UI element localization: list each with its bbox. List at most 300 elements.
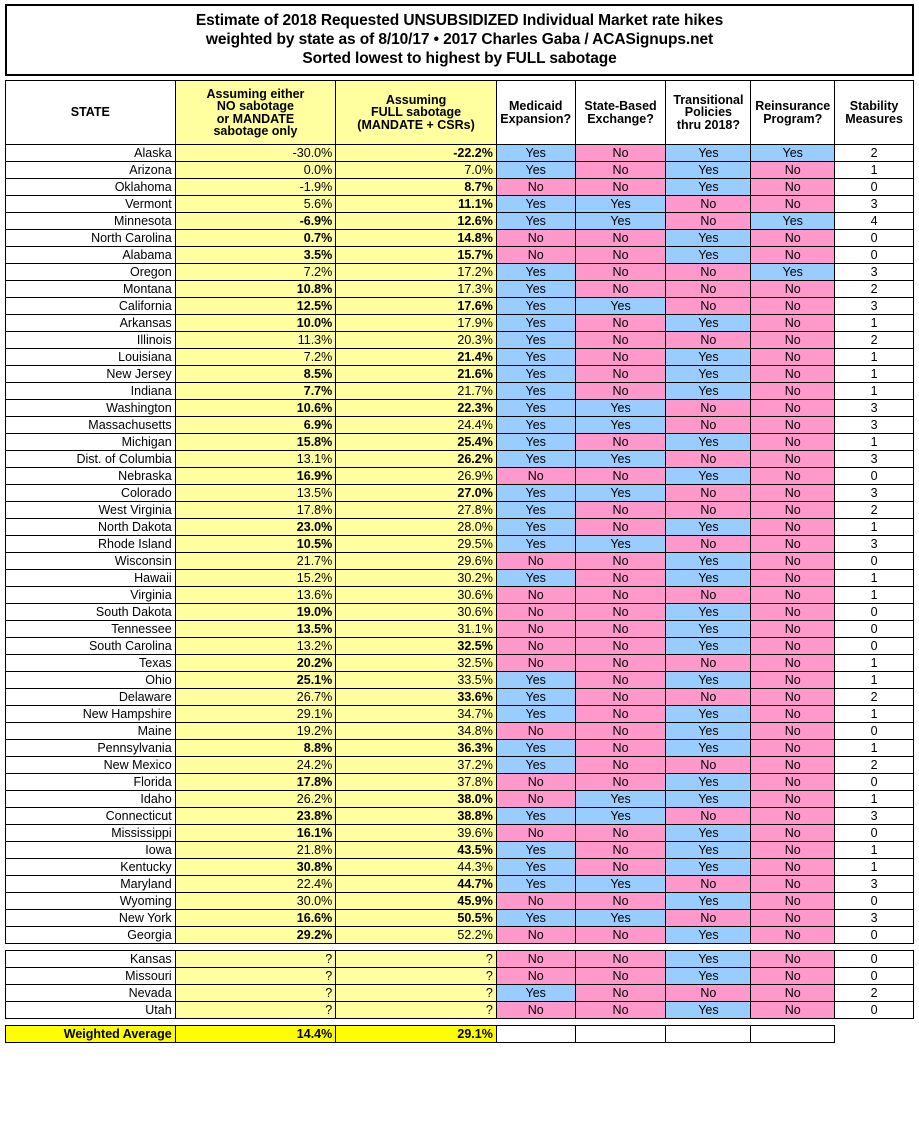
cell-full-sabotage-rate: 30.2% bbox=[336, 570, 497, 587]
cell-state-name: Wisconsin bbox=[6, 553, 176, 570]
cell-full-sabotage-rate: 38.0% bbox=[336, 791, 497, 808]
cell-reinsurance-program: No bbox=[751, 859, 835, 876]
cell-transitional-policies: No bbox=[666, 502, 751, 519]
table-row bbox=[6, 519, 914, 536]
cell-state-based-exchange: Yes bbox=[575, 213, 666, 230]
weighted-average-full-sabotage: 29.1% bbox=[336, 1026, 497, 1043]
cell-stability-measures: 0 bbox=[835, 468, 914, 485]
cell-medicaid-expansion: Yes bbox=[496, 162, 575, 179]
cell-stability-measures: 0 bbox=[835, 825, 914, 842]
cell-state-name: New Mexico bbox=[6, 757, 176, 774]
cell-reinsurance-program: No bbox=[751, 876, 835, 893]
cell-state-name: Mississippi bbox=[6, 825, 176, 842]
table-row bbox=[6, 315, 914, 332]
cell-no-sabotage-rate: 10.0% bbox=[175, 315, 336, 332]
cell-medicaid-expansion: Yes bbox=[496, 519, 575, 536]
cell-full-sabotage-rate: 15.7% bbox=[336, 247, 497, 264]
cell-medicaid-expansion: No bbox=[496, 1002, 575, 1019]
cell-state-name: Kansas bbox=[6, 951, 176, 968]
cell-transitional-policies: No bbox=[666, 298, 751, 315]
cell-state-based-exchange: No bbox=[575, 264, 666, 281]
cell-state-name: Florida bbox=[6, 774, 176, 791]
cell-reinsurance-program: No bbox=[751, 230, 835, 247]
cell-full-sabotage-rate: 7.0% bbox=[336, 162, 497, 179]
cell-transitional-policies: Yes bbox=[666, 366, 751, 383]
cell-reinsurance-program: No bbox=[751, 706, 835, 723]
table-row bbox=[6, 383, 914, 400]
spacer-cell bbox=[496, 1019, 575, 1026]
cell-full-sabotage-rate: 20.3% bbox=[336, 332, 497, 349]
table-row bbox=[6, 774, 914, 791]
table-row bbox=[6, 859, 914, 876]
table-row bbox=[6, 740, 914, 757]
cell-reinsurance-program: No bbox=[751, 519, 835, 536]
cell-transitional-policies: Yes bbox=[666, 893, 751, 910]
cell-stability-measures: 0 bbox=[835, 723, 914, 740]
cell-full-sabotage-rate: ? bbox=[336, 1002, 497, 1019]
column-header-reinsurance-program bbox=[751, 81, 835, 145]
table-row bbox=[6, 621, 914, 638]
spacer-cell bbox=[496, 944, 575, 951]
cell-state-based-exchange: Yes bbox=[575, 536, 666, 553]
table-row bbox=[6, 951, 914, 968]
cell-full-sabotage-rate: 21.6% bbox=[336, 366, 497, 383]
cell-state-name: New Jersey bbox=[6, 366, 176, 383]
table-row bbox=[6, 417, 914, 434]
cell-stability-measures: 0 bbox=[835, 638, 914, 655]
cell-reinsurance-program: No bbox=[751, 570, 835, 587]
cell-no-sabotage-rate: ? bbox=[175, 951, 336, 968]
cell-medicaid-expansion: Yes bbox=[496, 196, 575, 213]
cell-no-sabotage-rate: 16.9% bbox=[175, 468, 336, 485]
cell-state-based-exchange: Yes bbox=[575, 196, 666, 213]
spacer-cell bbox=[175, 944, 336, 951]
table-row bbox=[6, 723, 914, 740]
cell-state-based-exchange: No bbox=[575, 621, 666, 638]
cell-no-sabotage-rate: 30.8% bbox=[175, 859, 336, 876]
cell-transitional-policies: Yes bbox=[666, 349, 751, 366]
cell-full-sabotage-rate: 32.5% bbox=[336, 655, 497, 672]
header-line: thru 2018? bbox=[676, 117, 740, 132]
cell-state-based-exchange: No bbox=[575, 553, 666, 570]
cell-stability-measures: 3 bbox=[835, 536, 914, 553]
cell-transitional-policies: Yes bbox=[666, 1002, 751, 1019]
cell-reinsurance-program: No bbox=[751, 536, 835, 553]
cell-no-sabotage-rate: 24.2% bbox=[175, 757, 336, 774]
cell-stability-measures: 0 bbox=[835, 604, 914, 621]
cell-medicaid-expansion: No bbox=[496, 893, 575, 910]
cell-no-sabotage-rate: 15.8% bbox=[175, 434, 336, 451]
cell-medicaid-expansion: Yes bbox=[496, 213, 575, 230]
cell-stability-measures: 1 bbox=[835, 315, 914, 332]
column-header-transitional-policies bbox=[666, 81, 751, 145]
weighted-average-label: Weighted Average bbox=[6, 1026, 176, 1043]
cell-full-sabotage-rate: 17.9% bbox=[336, 315, 497, 332]
cell-state-based-exchange: No bbox=[575, 655, 666, 672]
title-line-3: Sorted lowest to highest by FULL sabotage bbox=[302, 50, 617, 67]
cell-state-name: Hawaii bbox=[6, 570, 176, 587]
cell-reinsurance-program: No bbox=[751, 315, 835, 332]
cell-full-sabotage-rate: 17.6% bbox=[336, 298, 497, 315]
cell-stability-measures: 0 bbox=[835, 247, 914, 264]
cell-reinsurance-program: No bbox=[751, 434, 835, 451]
table-row bbox=[6, 247, 914, 264]
cell-reinsurance-program: No bbox=[751, 638, 835, 655]
cell-reinsurance-program: No bbox=[751, 298, 835, 315]
cell-state-based-exchange: No bbox=[575, 519, 666, 536]
cell-reinsurance-program: No bbox=[751, 774, 835, 791]
cell-stability-measures: 1 bbox=[835, 434, 914, 451]
cell-stability-measures: 3 bbox=[835, 400, 914, 417]
cell-stability-measures: 1 bbox=[835, 706, 914, 723]
cell-full-sabotage-rate: 21.4% bbox=[336, 349, 497, 366]
cell-transitional-policies: Yes bbox=[666, 434, 751, 451]
cell-state-name: Louisiana bbox=[6, 349, 176, 366]
cell-reinsurance-program: No bbox=[751, 621, 835, 638]
cell-no-sabotage-rate: 10.6% bbox=[175, 400, 336, 417]
cell-state-name: Connecticut bbox=[6, 808, 176, 825]
cell-no-sabotage-rate: 16.1% bbox=[175, 825, 336, 842]
cell-no-sabotage-rate: 21.8% bbox=[175, 842, 336, 859]
cell-state-based-exchange: No bbox=[575, 985, 666, 1002]
cell-stability-measures: 0 bbox=[835, 1002, 914, 1019]
cell-stability-measures: 3 bbox=[835, 264, 914, 281]
cell-transitional-policies: No bbox=[666, 281, 751, 298]
chart-title-box bbox=[5, 4, 914, 76]
cell-reinsurance-program: No bbox=[751, 927, 835, 944]
cell-stability-measures: 3 bbox=[835, 417, 914, 434]
table-row bbox=[6, 842, 914, 859]
cell-medicaid-expansion: Yes bbox=[496, 706, 575, 723]
header-line: Program? bbox=[763, 111, 823, 126]
cell-reinsurance-program: No bbox=[751, 417, 835, 434]
cell-state-name: Pennsylvania bbox=[6, 740, 176, 757]
spacer-cell bbox=[666, 944, 751, 951]
cell-state-based-exchange: No bbox=[575, 672, 666, 689]
column-header-full-sabotage bbox=[336, 81, 497, 145]
cell-stability-measures: 1 bbox=[835, 366, 914, 383]
cell-transitional-policies: No bbox=[666, 655, 751, 672]
cell-no-sabotage-rate: 0.7% bbox=[175, 230, 336, 247]
cell-stability-measures: 1 bbox=[835, 791, 914, 808]
cell-state-name: Delaware bbox=[6, 689, 176, 706]
cell-no-sabotage-rate: 13.2% bbox=[175, 638, 336, 655]
table-row bbox=[6, 893, 914, 910]
cell-state-name: Oregon bbox=[6, 264, 176, 281]
cell-reinsurance-program: No bbox=[751, 383, 835, 400]
cell-full-sabotage-rate: 17.2% bbox=[336, 264, 497, 281]
cell-full-sabotage-rate: 33.5% bbox=[336, 672, 497, 689]
cell-no-sabotage-rate: 10.8% bbox=[175, 281, 336, 298]
table-row bbox=[6, 230, 914, 247]
cell-medicaid-expansion: Yes bbox=[496, 570, 575, 587]
cell-state-based-exchange: No bbox=[575, 315, 666, 332]
cell-transitional-policies: No bbox=[666, 910, 751, 927]
cell-medicaid-expansion: Yes bbox=[496, 366, 575, 383]
column-header-medicaid-expansion bbox=[496, 81, 575, 145]
cell-state-based-exchange: No bbox=[575, 689, 666, 706]
cell-full-sabotage-rate: 39.6% bbox=[336, 825, 497, 842]
cell-full-sabotage-rate: 34.7% bbox=[336, 706, 497, 723]
cell-stability-measures: 0 bbox=[835, 621, 914, 638]
cell-state-based-exchange: No bbox=[575, 383, 666, 400]
cell-full-sabotage-rate: 12.6% bbox=[336, 213, 497, 230]
table-row bbox=[6, 451, 914, 468]
table-row bbox=[6, 910, 914, 927]
cell-state-based-exchange: Yes bbox=[575, 876, 666, 893]
cell-state-based-exchange: No bbox=[575, 502, 666, 519]
cell-no-sabotage-rate: 25.1% bbox=[175, 672, 336, 689]
cell-state-based-exchange: No bbox=[575, 842, 666, 859]
cell-no-sabotage-rate: 23.0% bbox=[175, 519, 336, 536]
cell-medicaid-expansion: Yes bbox=[496, 315, 575, 332]
cell-full-sabotage-rate: 21.7% bbox=[336, 383, 497, 400]
weighted-average-empty-cell bbox=[751, 1026, 835, 1043]
cell-no-sabotage-rate: 8.8% bbox=[175, 740, 336, 757]
cell-transitional-policies: No bbox=[666, 587, 751, 604]
cell-state-name: Minnesota bbox=[6, 213, 176, 230]
cell-transitional-policies: Yes bbox=[666, 162, 751, 179]
cell-reinsurance-program: No bbox=[751, 968, 835, 985]
cell-transitional-policies: Yes bbox=[666, 825, 751, 842]
cell-reinsurance-program: No bbox=[751, 587, 835, 604]
cell-stability-measures: 1 bbox=[835, 349, 914, 366]
spacer-cell bbox=[175, 1019, 336, 1026]
cell-stability-measures: 1 bbox=[835, 162, 914, 179]
cell-transitional-policies: Yes bbox=[666, 672, 751, 689]
cell-state-name: Arkansas bbox=[6, 315, 176, 332]
table-row bbox=[6, 264, 914, 281]
cell-state-name: Texas bbox=[6, 655, 176, 672]
table-row bbox=[6, 400, 914, 417]
cell-no-sabotage-rate: -6.9% bbox=[175, 213, 336, 230]
cell-full-sabotage-rate: 30.6% bbox=[336, 587, 497, 604]
cell-medicaid-expansion: Yes bbox=[496, 281, 575, 298]
cell-state-name: Dist. of Columbia bbox=[6, 451, 176, 468]
column-header-state-based-exchange bbox=[575, 81, 666, 145]
weighted-average-no-sabotage: 14.4% bbox=[175, 1026, 336, 1043]
cell-full-sabotage-rate: 44.3% bbox=[336, 859, 497, 876]
header-line: Assuming bbox=[385, 92, 447, 107]
cell-stability-measures: 1 bbox=[835, 672, 914, 689]
weighted-average-empty-cell bbox=[835, 1026, 914, 1043]
cell-medicaid-expansion: No bbox=[496, 247, 575, 264]
column-header-stability-measures bbox=[835, 81, 914, 145]
header-line: Policies bbox=[684, 105, 733, 120]
column-header-no-sabotage bbox=[175, 81, 336, 145]
cell-state-name: Massachusetts bbox=[6, 417, 176, 434]
cell-stability-measures: 2 bbox=[835, 757, 914, 774]
cell-no-sabotage-rate: -30.0% bbox=[175, 145, 336, 162]
cell-reinsurance-program: No bbox=[751, 672, 835, 689]
weighted-average-empty-cell bbox=[575, 1026, 666, 1043]
cell-medicaid-expansion: Yes bbox=[496, 859, 575, 876]
cell-state-based-exchange: Yes bbox=[575, 451, 666, 468]
cell-transitional-policies: No bbox=[666, 536, 751, 553]
cell-state-name: Arizona bbox=[6, 162, 176, 179]
cell-transitional-policies: No bbox=[666, 757, 751, 774]
cell-no-sabotage-rate: 13.5% bbox=[175, 485, 336, 502]
cell-medicaid-expansion: Yes bbox=[496, 808, 575, 825]
spacer-cell bbox=[835, 1019, 914, 1026]
cell-no-sabotage-rate: 6.9% bbox=[175, 417, 336, 434]
column-header-state: STATE bbox=[6, 81, 176, 145]
cell-full-sabotage-rate: 11.1% bbox=[336, 196, 497, 213]
cell-transitional-policies: Yes bbox=[666, 145, 751, 162]
table-row bbox=[6, 179, 914, 196]
cell-full-sabotage-rate: 28.0% bbox=[336, 519, 497, 536]
cell-state-name: Indiana bbox=[6, 383, 176, 400]
cell-transitional-policies: Yes bbox=[666, 951, 751, 968]
table-row bbox=[6, 332, 914, 349]
cell-no-sabotage-rate: 11.3% bbox=[175, 332, 336, 349]
cell-state-name: New York bbox=[6, 910, 176, 927]
cell-full-sabotage-rate: 31.1% bbox=[336, 621, 497, 638]
rate-hike-table bbox=[5, 80, 914, 1043]
cell-reinsurance-program: No bbox=[751, 162, 835, 179]
title-line-2: weighted by state as of 8/10/17 • 2017 Charles Gaba / ACASignups.net bbox=[205, 31, 714, 48]
cell-reinsurance-program: No bbox=[751, 281, 835, 298]
cell-stability-measures: 2 bbox=[835, 985, 914, 1002]
cell-state-name: Kentucky bbox=[6, 859, 176, 876]
header-line: State-Based bbox=[584, 99, 657, 113]
cell-transitional-policies: No bbox=[666, 985, 751, 1002]
cell-state-based-exchange: Yes bbox=[575, 791, 666, 808]
header-line: Medicaid bbox=[508, 99, 563, 113]
cell-state-based-exchange: Yes bbox=[575, 298, 666, 315]
cell-no-sabotage-rate: ? bbox=[175, 1002, 336, 1019]
cell-stability-measures: 2 bbox=[835, 332, 914, 349]
cell-state-based-exchange: No bbox=[575, 162, 666, 179]
cell-transitional-policies: No bbox=[666, 332, 751, 349]
cell-no-sabotage-rate: 17.8% bbox=[175, 502, 336, 519]
cell-reinsurance-program: No bbox=[751, 655, 835, 672]
cell-reinsurance-program: No bbox=[751, 951, 835, 968]
cell-state-based-exchange: No bbox=[575, 604, 666, 621]
cell-transitional-policies: No bbox=[666, 485, 751, 502]
table-row bbox=[6, 570, 914, 587]
cell-state-name: Illinois bbox=[6, 332, 176, 349]
cell-stability-measures: 0 bbox=[835, 774, 914, 791]
cell-full-sabotage-rate: ? bbox=[336, 951, 497, 968]
table-row bbox=[6, 213, 914, 230]
cell-full-sabotage-rate: 32.5% bbox=[336, 638, 497, 655]
header-line: Transitional bbox=[673, 92, 744, 107]
weighted-average-row bbox=[6, 1026, 914, 1043]
cell-state-based-exchange: No bbox=[575, 893, 666, 910]
cell-full-sabotage-rate: 29.6% bbox=[336, 553, 497, 570]
cell-transitional-policies: Yes bbox=[666, 230, 751, 247]
cell-reinsurance-program: No bbox=[751, 553, 835, 570]
header-line: sabotage only bbox=[213, 124, 298, 138]
cell-stability-measures: 2 bbox=[835, 145, 914, 162]
cell-state-based-exchange: No bbox=[575, 281, 666, 298]
cell-transitional-policies: Yes bbox=[666, 706, 751, 723]
cell-full-sabotage-rate: 52.2% bbox=[336, 927, 497, 944]
table-row bbox=[6, 434, 914, 451]
cell-no-sabotage-rate: 12.5% bbox=[175, 298, 336, 315]
spacer-cell bbox=[6, 944, 176, 951]
cell-state-name: Montana bbox=[6, 281, 176, 298]
cell-medicaid-expansion: Yes bbox=[496, 485, 575, 502]
cell-medicaid-expansion: No bbox=[496, 951, 575, 968]
cell-medicaid-expansion: No bbox=[496, 968, 575, 985]
table-row bbox=[6, 968, 914, 985]
cell-full-sabotage-rate: 37.2% bbox=[336, 757, 497, 774]
cell-transitional-policies: Yes bbox=[666, 604, 751, 621]
cell-stability-measures: 0 bbox=[835, 553, 914, 570]
cell-full-sabotage-rate: 38.8% bbox=[336, 808, 497, 825]
cell-transitional-policies: No bbox=[666, 400, 751, 417]
cell-state-based-exchange: Yes bbox=[575, 485, 666, 502]
cell-transitional-policies: Yes bbox=[666, 570, 751, 587]
cell-no-sabotage-rate: 29.2% bbox=[175, 927, 336, 944]
cell-state-name: Iowa bbox=[6, 842, 176, 859]
header-line: (MANDATE + CSRs) bbox=[357, 117, 475, 132]
cell-medicaid-expansion: No bbox=[496, 553, 575, 570]
cell-reinsurance-program: No bbox=[751, 468, 835, 485]
cell-medicaid-expansion: No bbox=[496, 927, 575, 944]
cell-reinsurance-program: No bbox=[751, 485, 835, 502]
cell-no-sabotage-rate: 16.6% bbox=[175, 910, 336, 927]
table-row bbox=[6, 604, 914, 621]
cell-transitional-policies: Yes bbox=[666, 247, 751, 264]
cell-stability-measures: 2 bbox=[835, 689, 914, 706]
spacer-cell bbox=[336, 1019, 497, 1026]
header-line: FULL sabotage bbox=[371, 105, 462, 120]
cell-reinsurance-program: No bbox=[751, 791, 835, 808]
cell-stability-measures: 1 bbox=[835, 655, 914, 672]
cell-medicaid-expansion: Yes bbox=[496, 985, 575, 1002]
cell-stability-measures: 3 bbox=[835, 196, 914, 213]
cell-state-name: South Carolina bbox=[6, 638, 176, 655]
cell-reinsurance-program: No bbox=[751, 400, 835, 417]
cell-reinsurance-program: No bbox=[751, 723, 835, 740]
cell-no-sabotage-rate: 17.8% bbox=[175, 774, 336, 791]
cell-medicaid-expansion: Yes bbox=[496, 264, 575, 281]
cell-medicaid-expansion: Yes bbox=[496, 757, 575, 774]
cell-state-based-exchange: No bbox=[575, 179, 666, 196]
cell-state-name: Washington bbox=[6, 400, 176, 417]
table-row bbox=[6, 298, 914, 315]
cell-stability-measures: 0 bbox=[835, 927, 914, 944]
cell-no-sabotage-rate: 15.2% bbox=[175, 570, 336, 587]
cell-full-sabotage-rate: 50.5% bbox=[336, 910, 497, 927]
cell-transitional-policies: No bbox=[666, 689, 751, 706]
table-row bbox=[6, 502, 914, 519]
cell-full-sabotage-rate: -22.2% bbox=[336, 145, 497, 162]
cell-stability-measures: 1 bbox=[835, 383, 914, 400]
cell-medicaid-expansion: Yes bbox=[496, 451, 575, 468]
cell-medicaid-expansion: No bbox=[496, 655, 575, 672]
cell-no-sabotage-rate: 22.4% bbox=[175, 876, 336, 893]
cell-medicaid-expansion: Yes bbox=[496, 400, 575, 417]
cell-stability-measures: 1 bbox=[835, 570, 914, 587]
cell-state-based-exchange: Yes bbox=[575, 910, 666, 927]
cell-reinsurance-program: No bbox=[751, 179, 835, 196]
cell-stability-measures: 1 bbox=[835, 519, 914, 536]
cell-state-based-exchange: No bbox=[575, 230, 666, 247]
cell-reinsurance-program: No bbox=[751, 332, 835, 349]
cell-state-based-exchange: No bbox=[575, 740, 666, 757]
cell-stability-measures: 2 bbox=[835, 502, 914, 519]
header-line: Assuming either bbox=[206, 86, 305, 101]
cell-transitional-policies: No bbox=[666, 876, 751, 893]
cell-reinsurance-program: No bbox=[751, 985, 835, 1002]
table-row bbox=[6, 349, 914, 366]
table-row bbox=[6, 587, 914, 604]
cell-state-name: Maine bbox=[6, 723, 176, 740]
